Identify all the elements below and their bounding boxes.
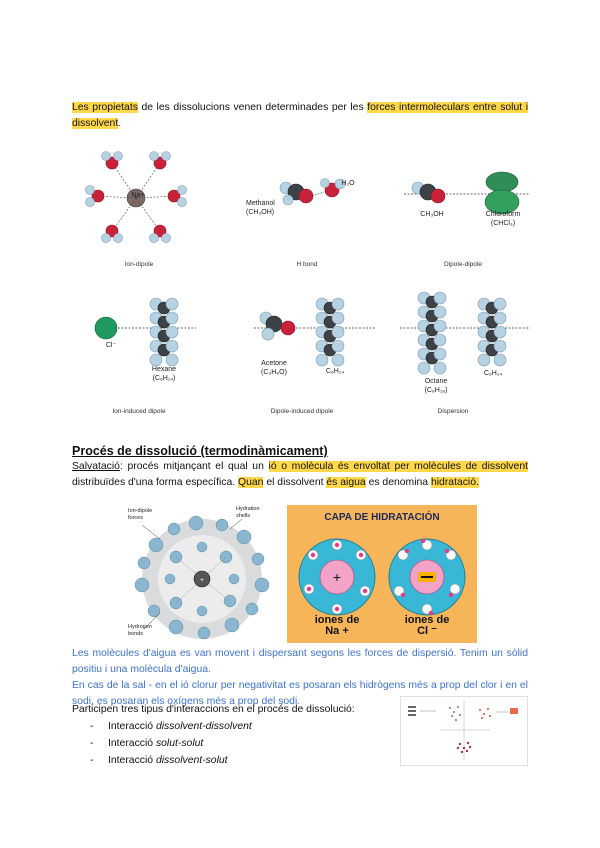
label-h2o: H₂O bbox=[341, 180, 355, 187]
label-na: Na+ bbox=[131, 192, 145, 199]
list-item bbox=[90, 752, 252, 769]
intro-period: . bbox=[118, 118, 122, 129]
chloroform-name: Chloroform bbox=[485, 211, 521, 218]
methanol-formula: (CH₃OH) bbox=[246, 208, 275, 216]
caption-dipole-induced-dipole: Dipole-induced dipole bbox=[270, 408, 334, 415]
svg-text:+: + bbox=[199, 577, 205, 584]
highlight-propietats: Les propietats bbox=[72, 102, 138, 113]
list-item-term: dissolvent-solut bbox=[155, 755, 228, 766]
dipole-induced-dipole-diagram bbox=[254, 298, 376, 366]
section-heading: Procés de dissolució (termodinàmicament) bbox=[72, 444, 328, 458]
intermolecular-forces-figure bbox=[70, 138, 530, 428]
acetone-name: Acetone bbox=[261, 360, 287, 367]
caption-dipole-dipole: Dipole-dipole bbox=[444, 261, 482, 268]
solvation-text-3: el dissolvent bbox=[263, 477, 327, 488]
list-item bbox=[90, 718, 252, 735]
ion-induced-dipole-diagram bbox=[95, 298, 196, 366]
intro-text: de les dissolucions venen determinades per les bbox=[137, 102, 368, 113]
svg-text:+: + bbox=[332, 569, 342, 585]
solvation-term: Salvatació bbox=[72, 461, 120, 472]
list-item bbox=[90, 735, 252, 752]
label-acetone bbox=[252, 360, 296, 377]
methanol-name: Methanol bbox=[246, 200, 275, 207]
solvation-text-2: distribuïdes d'una forma específica. bbox=[72, 477, 239, 488]
dispersion-diagram bbox=[400, 292, 530, 374]
list-item-term: dissolvent-dissolvent bbox=[155, 721, 252, 732]
dipole-dipole-diagram bbox=[404, 172, 530, 214]
list-item-prefix: Interacció bbox=[108, 738, 156, 749]
list-item-prefix: Interacció bbox=[108, 721, 156, 732]
caption-dispersion: Dispersion bbox=[437, 408, 469, 415]
label-chloroform bbox=[478, 211, 528, 228]
dissolution-process-diagram bbox=[400, 696, 528, 766]
list-item-term: solut-solut bbox=[155, 738, 204, 749]
hexane-formula: (C₆H₁₄) bbox=[152, 374, 176, 382]
hydration-shell-illustration bbox=[126, 505, 274, 641]
highlight-forces: forces intermoleculars entre solut i dissolvent bbox=[72, 102, 528, 129]
interaction-list bbox=[90, 718, 252, 769]
acetone-formula: (C₃H₆O) bbox=[261, 368, 287, 376]
solvation-text-4: es denomina bbox=[365, 477, 431, 488]
label-cl: Cl⁻ bbox=[105, 342, 117, 349]
label-c6h14-b: C₆H₁₄ bbox=[483, 370, 503, 377]
caption-h-bond: H bond bbox=[296, 261, 318, 268]
caption-ion-induced-dipole: Ion-induced dipole bbox=[112, 408, 166, 415]
blue-paragraph-1: Les molècules d'aigua es van movent i dispersant segons les forces de dispersió. Tenim un sòlid positiu i una molècula d'aigua. bbox=[72, 648, 528, 675]
label-c6h14: C₆H₁₄ bbox=[325, 368, 345, 375]
cl-ions-label bbox=[385, 615, 469, 637]
label-octane bbox=[416, 378, 456, 395]
hexane-name: Hexane bbox=[151, 366, 177, 373]
cl-ions-label-2: Cl ⁻ bbox=[417, 625, 437, 637]
intro-paragraph bbox=[72, 100, 528, 132]
list-item-prefix: Interacció bbox=[108, 755, 156, 766]
label-ion-dipole-forces: Ion-dipole forces bbox=[128, 508, 153, 521]
solvation-paragraph bbox=[72, 459, 528, 491]
label-methanol bbox=[246, 200, 306, 217]
na-ions-label-2: Na + bbox=[325, 625, 349, 637]
solvation-period: . bbox=[476, 477, 479, 488]
label-hydrogen-bonds: Hydrogen bonds bbox=[128, 624, 152, 637]
label-hexane bbox=[142, 366, 186, 383]
octane-name: Octane bbox=[424, 378, 448, 385]
label-hydration-shells: Hydration shells bbox=[236, 506, 260, 519]
chloroform-formula: (CHCl₃) bbox=[490, 219, 516, 227]
octane-formula: (C₈H₁₈) bbox=[424, 386, 448, 394]
blue-paragraph-2: En cas de la sal - en el ió clorur per negativitat es posaran els hidrògens més a prop del clor i en el sodi, es posaran els oxígens més a prop del sodi. bbox=[72, 680, 528, 707]
na-ions-label-1: iones de bbox=[314, 614, 360, 626]
hydration-layer-panel bbox=[287, 505, 477, 643]
cl-ions-label-1: iones de bbox=[404, 614, 450, 626]
highlight-quan: Quan bbox=[238, 477, 264, 488]
solvation-text-1: : procés mitjançant el qual un bbox=[119, 461, 269, 472]
participation-intro: Participen tres tipus d'interaccions en el procés de dissolució: bbox=[72, 704, 355, 715]
caption-ion-dipole: Ion-dipole bbox=[124, 261, 154, 268]
label-ch3oh: CH₃OH bbox=[420, 211, 444, 218]
highlight-es-aigua: és aigua bbox=[326, 477, 366, 488]
hydration-layer-title: CAPA DE HIDRATACIÓN bbox=[324, 512, 440, 523]
na-ions-label bbox=[295, 615, 379, 637]
highlight-envoltat: ió o molècula és envoltat per molècules de dissolvent bbox=[268, 461, 529, 472]
highlight-hidratacio: hidratació bbox=[430, 477, 477, 488]
